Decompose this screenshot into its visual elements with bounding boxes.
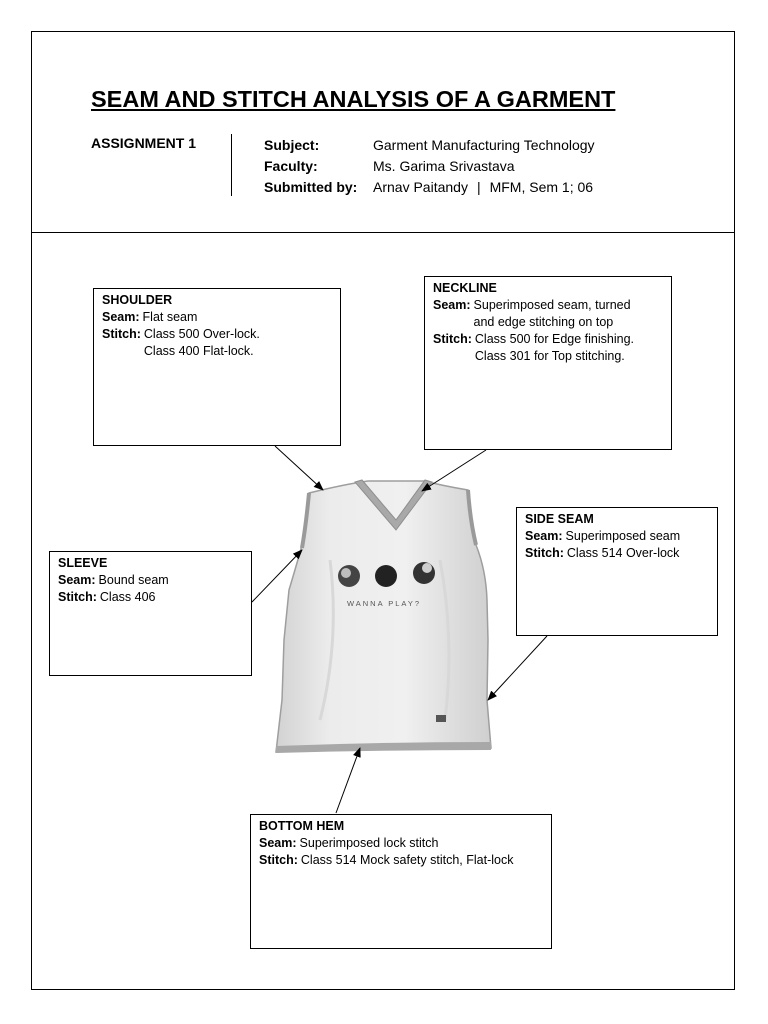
seam-label: Seam: bbox=[102, 310, 140, 324]
side-seam-seam-line-1: Superimposed seam bbox=[565, 529, 681, 543]
faculty-value: Ms. Garima Srivastava bbox=[373, 158, 515, 174]
sleeve-stitch-line-1: Class 406 bbox=[99, 590, 156, 604]
shoulder-stitch-line-2: Class 400 Flat-lock. bbox=[143, 344, 254, 358]
seam-label: Seam: bbox=[525, 529, 563, 543]
callout-sleeve-title: SLEEVE bbox=[58, 556, 108, 570]
neckline-seam-line-1: Superimposed seam, turned bbox=[473, 298, 631, 312]
stitch-label: Stitch: bbox=[102, 327, 141, 341]
side-seam-arrow bbox=[488, 636, 547, 700]
shoulder-arrow bbox=[275, 446, 323, 490]
callout-side-seam bbox=[516, 507, 718, 636]
callout-sleeve-stitch-row bbox=[58, 589, 243, 606]
page-title: SEAM AND STITCH ANALYSIS OF A GARMENT bbox=[91, 86, 616, 112]
shoulder-seam-line-1: Flat seam bbox=[142, 310, 198, 324]
callout-bottom-hem-stitch-row bbox=[259, 852, 543, 869]
sleeve-seam-line-1: Bound seam bbox=[98, 573, 169, 587]
shoulder-stitch-line-1: Class 500 Over-lock. bbox=[143, 327, 260, 341]
assignment-label: ASSIGNMENT 1 bbox=[91, 135, 197, 151]
neckline-seam-line-2: and edge stitching on top bbox=[473, 315, 614, 329]
submitted-label: Submitted by: bbox=[264, 179, 358, 195]
callout-neckline bbox=[424, 276, 672, 450]
callout-shoulder bbox=[93, 288, 341, 446]
callout-neckline-stitch-row bbox=[433, 331, 663, 365]
tank-top-body bbox=[276, 481, 491, 752]
print-ball-2 bbox=[375, 565, 397, 587]
callout-side-seam-stitch-row bbox=[525, 545, 709, 562]
callout-bottom-hem bbox=[250, 814, 552, 949]
submitted-separator: | bbox=[476, 179, 481, 195]
tank-top-image bbox=[276, 480, 491, 753]
stitch-label: Stitch: bbox=[259, 853, 298, 867]
callout-shoulder-seam-row bbox=[102, 309, 332, 326]
neckline-stitch-line-2: Class 301 for Top stitching. bbox=[474, 349, 625, 363]
callout-neckline-seam-row bbox=[433, 297, 663, 331]
neckline-stitch-line-1: Class 500 for Edge finishing. bbox=[474, 332, 635, 346]
callout-bottom-hem-title: BOTTOM HEM bbox=[259, 819, 345, 833]
callout-neckline-title: NECKLINE bbox=[433, 281, 497, 295]
garment-print-text: WANNA PLAY? bbox=[346, 599, 422, 608]
stitch-label: Stitch: bbox=[525, 546, 564, 560]
subject-label: Subject: bbox=[264, 137, 320, 153]
bottom-hem-seam-line-1: Superimposed lock stitch bbox=[299, 836, 439, 850]
stitch-label: Stitch: bbox=[433, 332, 472, 346]
callout-side-seam-title: SIDE SEAM bbox=[525, 512, 594, 526]
seam-label: Seam: bbox=[259, 836, 297, 850]
bottom-hem-arrow bbox=[336, 748, 360, 813]
seam-label: Seam: bbox=[433, 298, 471, 312]
neckline-arrow bbox=[422, 450, 486, 491]
bottom-hem-stitch-line-1: Class 514 Mock safety stitch, Flat-lock bbox=[300, 853, 514, 867]
seam-label: Seam: bbox=[58, 573, 96, 587]
callout-sleeve-seam-row bbox=[58, 572, 243, 589]
submitted-detail: MFM, Sem 1; 06 bbox=[489, 179, 594, 195]
callout-bottom-hem-seam-row bbox=[259, 835, 543, 852]
subject-value: Garment Manufacturing Technology bbox=[373, 137, 595, 153]
submitted-name: Arnav Paitandy bbox=[373, 179, 468, 195]
callout-shoulder-stitch-row bbox=[102, 326, 332, 360]
side-seam-stitch-line-1: Class 514 Over-lock bbox=[566, 546, 680, 560]
stitch-label: Stitch: bbox=[58, 590, 97, 604]
faculty-label: Faculty: bbox=[264, 158, 318, 174]
callout-side-seam-seam-row bbox=[525, 528, 709, 545]
callout-shoulder-title: SHOULDER bbox=[102, 293, 173, 307]
garment-tag bbox=[436, 715, 446, 722]
callout-sleeve bbox=[49, 551, 252, 676]
